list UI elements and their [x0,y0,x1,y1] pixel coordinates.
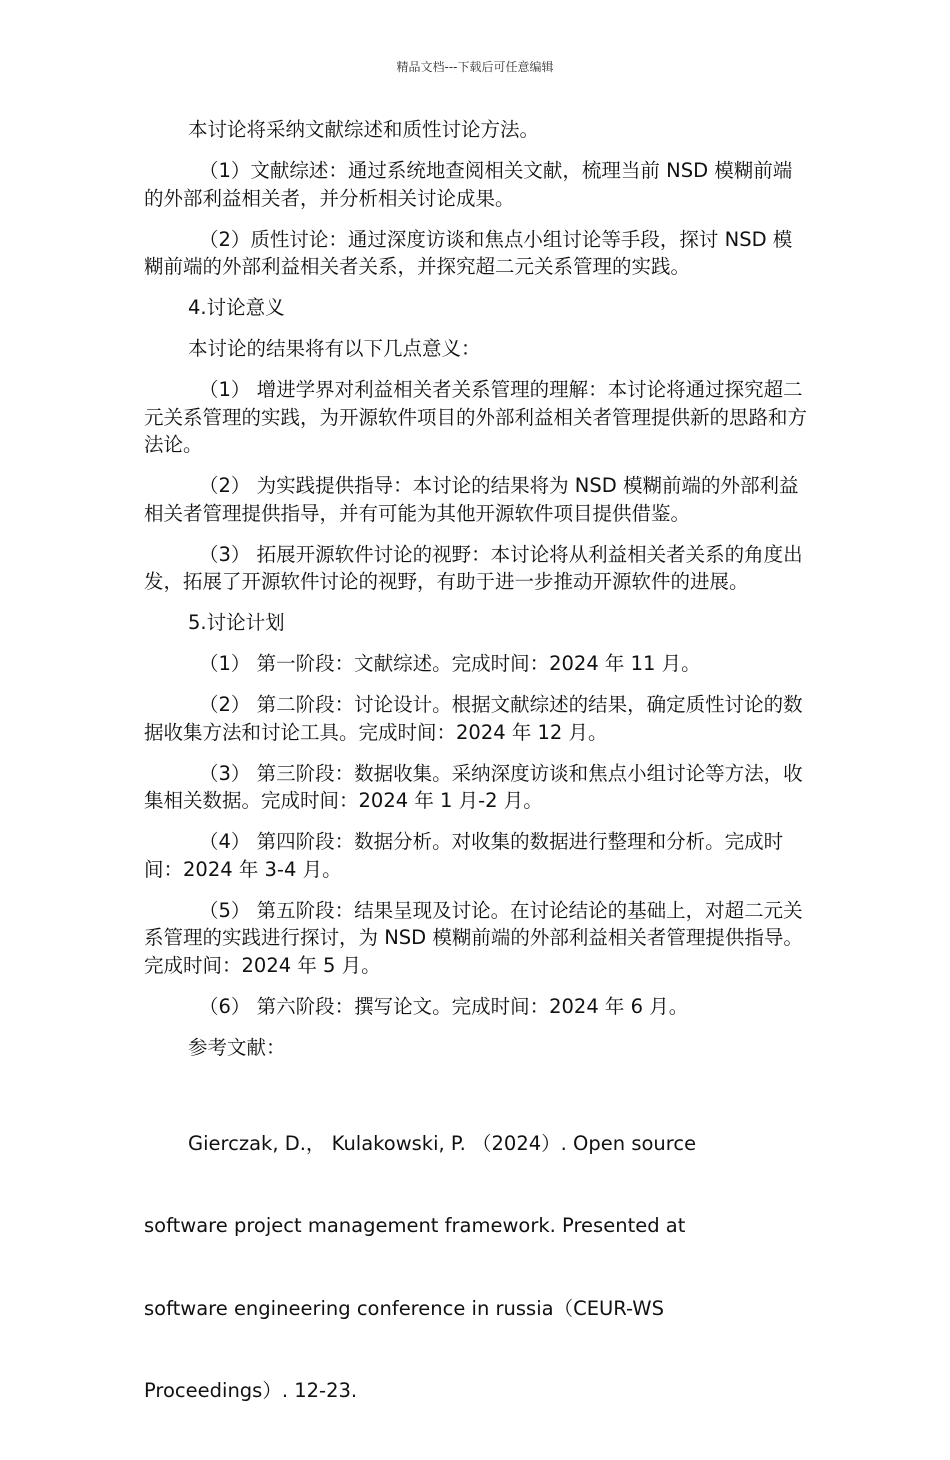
list-item: （1） 增进学界对利益相关者关系管理的理解：本讨论将通过探究超二元关系管理的实践，为开源软件项目的外部利益相关者管理提供新的思路和方法论。 [144,378,808,456]
reference-entry [144,1075,808,1460]
reference-line: Gierczak, D.， Kulakowski, P. （2024）. Open source [188,1131,697,1155]
list-item: （5） 第五阶段：结果呈现及讨论。在讨论结论的基础上，对超二元关系管理的实践进行探讨，为 NSD 模糊前端的外部利益相关者管理提供指导。完成时间：2024 年 5 月。 [144,898,803,977]
references-heading: 参考文献： [188,1035,286,1059]
list-item: （2） 第二阶段：讨论设计。根据文献综述的结果，确定质性讨论的数据收集方法和讨论工具。完成时间：2024 年 12 月。 [144,693,803,744]
list-item: （6） 第六阶段：撰写论文。完成时间：2024 年 6 月。 [199,994,689,1018]
section-heading: 5.讨论计划 [188,611,285,634]
reference-line: software engineering conference in russia（CEUR-WS [144,1296,664,1320]
paragraph: 本讨论将采纳文献综述和质性讨论方法。 [188,118,540,141]
paragraph: 本讨论的结果将有以下几点意义： [188,337,481,360]
paragraph: （2）质性讨论：通过深度访谈和焦点小组讨论等手段，探讨 NSD 模糊前端的外部利益相关者关系，并探究超二元关系管理的实践。 [144,227,793,278]
paragraph: （1）文献综述：通过系统地查阅相关文献，梳理当前 NSD 模糊前端的外部利益相关者，并分析相关讨论成果。 [144,159,793,210]
document-body [144,116,808,1460]
reference-line: software project management framework. Presented at [144,1214,686,1237]
page-header: 精品文档---下载后可任意编辑 [396,60,554,74]
reference-line: Proceedings）. 12-23. [144,1379,358,1402]
list-item: （2） 为实践提供指导：本讨论的结果将为 NSD 模糊前端的外部利益相关者管理提供指导，并有可能为其他开源软件项目提供借鉴。 [144,474,799,525]
list-item: （3） 拓展开源软件讨论的视野：本讨论将从利益相关者关系的角度出发，拓展了开源软件讨论的视野，有助于进一步推动开源软件的进展。 [144,542,803,593]
list-item: （4） 第四阶段：数据分析。对收集的数据进行整理和分析。完成时间：2024 年 3-4 月。 [144,830,784,881]
section-heading: 4.讨论意义 [188,296,285,319]
list-item: （1） 第一阶段：文献综述。完成时间：2024 年 11 月。 [199,652,701,675]
list-item: （3） 第三阶段：数据收集。采纳深度访谈和焦点小组讨论等方法，收集相关数据。完成时间：2024 年 1 月-2 月。 [144,761,803,812]
